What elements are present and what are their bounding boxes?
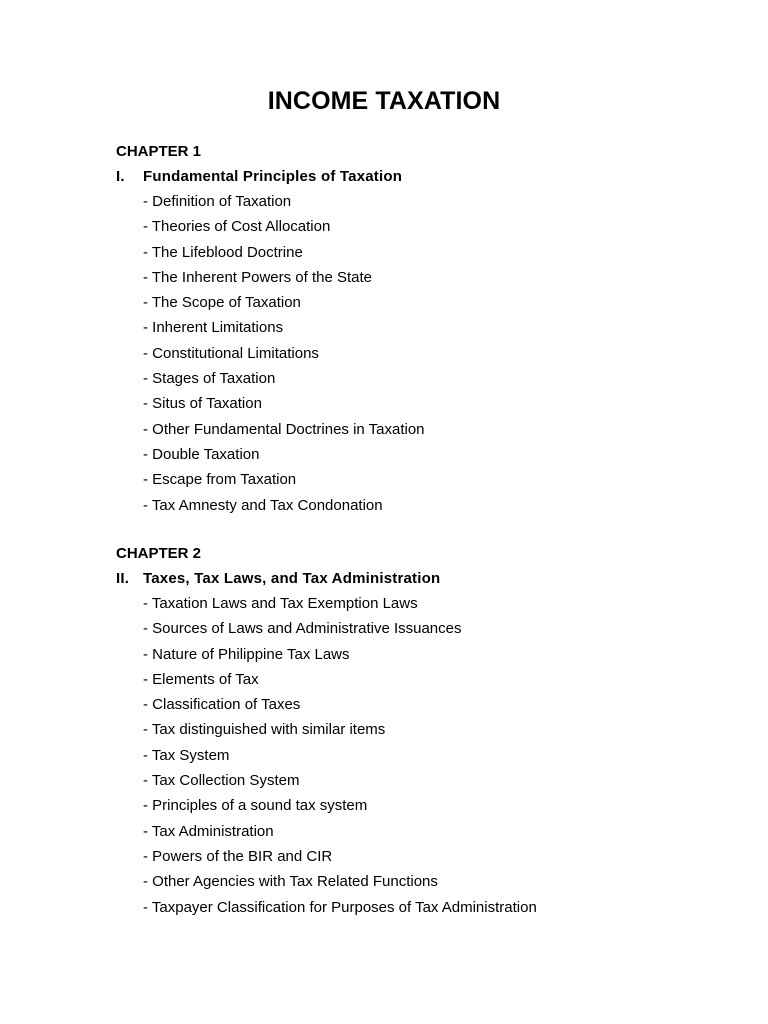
chapter-label: CHAPTER 1 xyxy=(116,143,202,160)
topic-item: - The Lifeblood Doctrine xyxy=(143,243,303,261)
chapter-label: CHAPTER 2 xyxy=(116,545,202,562)
topic-item: - Theories of Cost Allocation xyxy=(143,218,331,236)
topic-item: - Situs of Taxation xyxy=(143,395,262,413)
topic-item: - Tax Administration xyxy=(143,822,274,840)
topic-item: - Other Fundamental Doctrines in Taxation xyxy=(143,420,425,438)
section-title: Fundamental Principles of Taxation xyxy=(143,168,403,185)
topic-item: - Inherent Limitations xyxy=(143,319,284,337)
topic-item: - The Inherent Powers of the State xyxy=(143,268,373,286)
topic-list xyxy=(116,591,537,920)
section-number: I. xyxy=(116,168,125,185)
topic-item: - Other Agencies with Tax Related Functions xyxy=(143,873,438,891)
topic-item: - Constitutional Limitations xyxy=(143,344,319,362)
topic-item: - Tax Amnesty and Tax Condonation xyxy=(143,496,383,514)
topic-item: - Principles of a sound tax system xyxy=(143,797,368,815)
topic-item: - Definition of Taxation xyxy=(143,193,292,210)
chapter-2 xyxy=(116,541,537,920)
topic-item: - Double Taxation xyxy=(143,445,260,463)
topic-item: - Taxation Laws and Tax Exemption Laws xyxy=(143,595,418,612)
topic-item: - Elements of Tax xyxy=(143,670,259,688)
topic-item: - Tax distinguished with similar items xyxy=(143,721,386,739)
document-title: INCOME TAXATION xyxy=(267,87,501,115)
topic-item: - Nature of Philippine Tax Laws xyxy=(143,645,350,663)
topic-item: - Tax System xyxy=(143,746,230,764)
topic-item: - Taxpayer Classification for Purposes of Tax Administration xyxy=(143,898,537,916)
topic-item: - Classification of Taxes xyxy=(143,696,301,714)
topic-item: - Powers of the BIR and CIR xyxy=(143,847,333,865)
section-number: II. xyxy=(116,570,130,587)
topic-item: - Escape from Taxation xyxy=(143,471,297,489)
section-heading xyxy=(116,566,537,591)
topic-item: - Sources of Laws and Administrative Issuances xyxy=(143,620,462,638)
section-title: Taxes, Tax Laws, and Tax Administration xyxy=(143,570,441,587)
chapter-1 xyxy=(116,139,425,518)
section-heading xyxy=(116,164,425,189)
topic-list xyxy=(116,189,425,518)
topic-item: - Tax Collection System xyxy=(143,772,300,790)
topic-item: - The Scope of Taxation xyxy=(143,294,301,312)
topic-item: - Stages of Taxation xyxy=(143,370,276,388)
